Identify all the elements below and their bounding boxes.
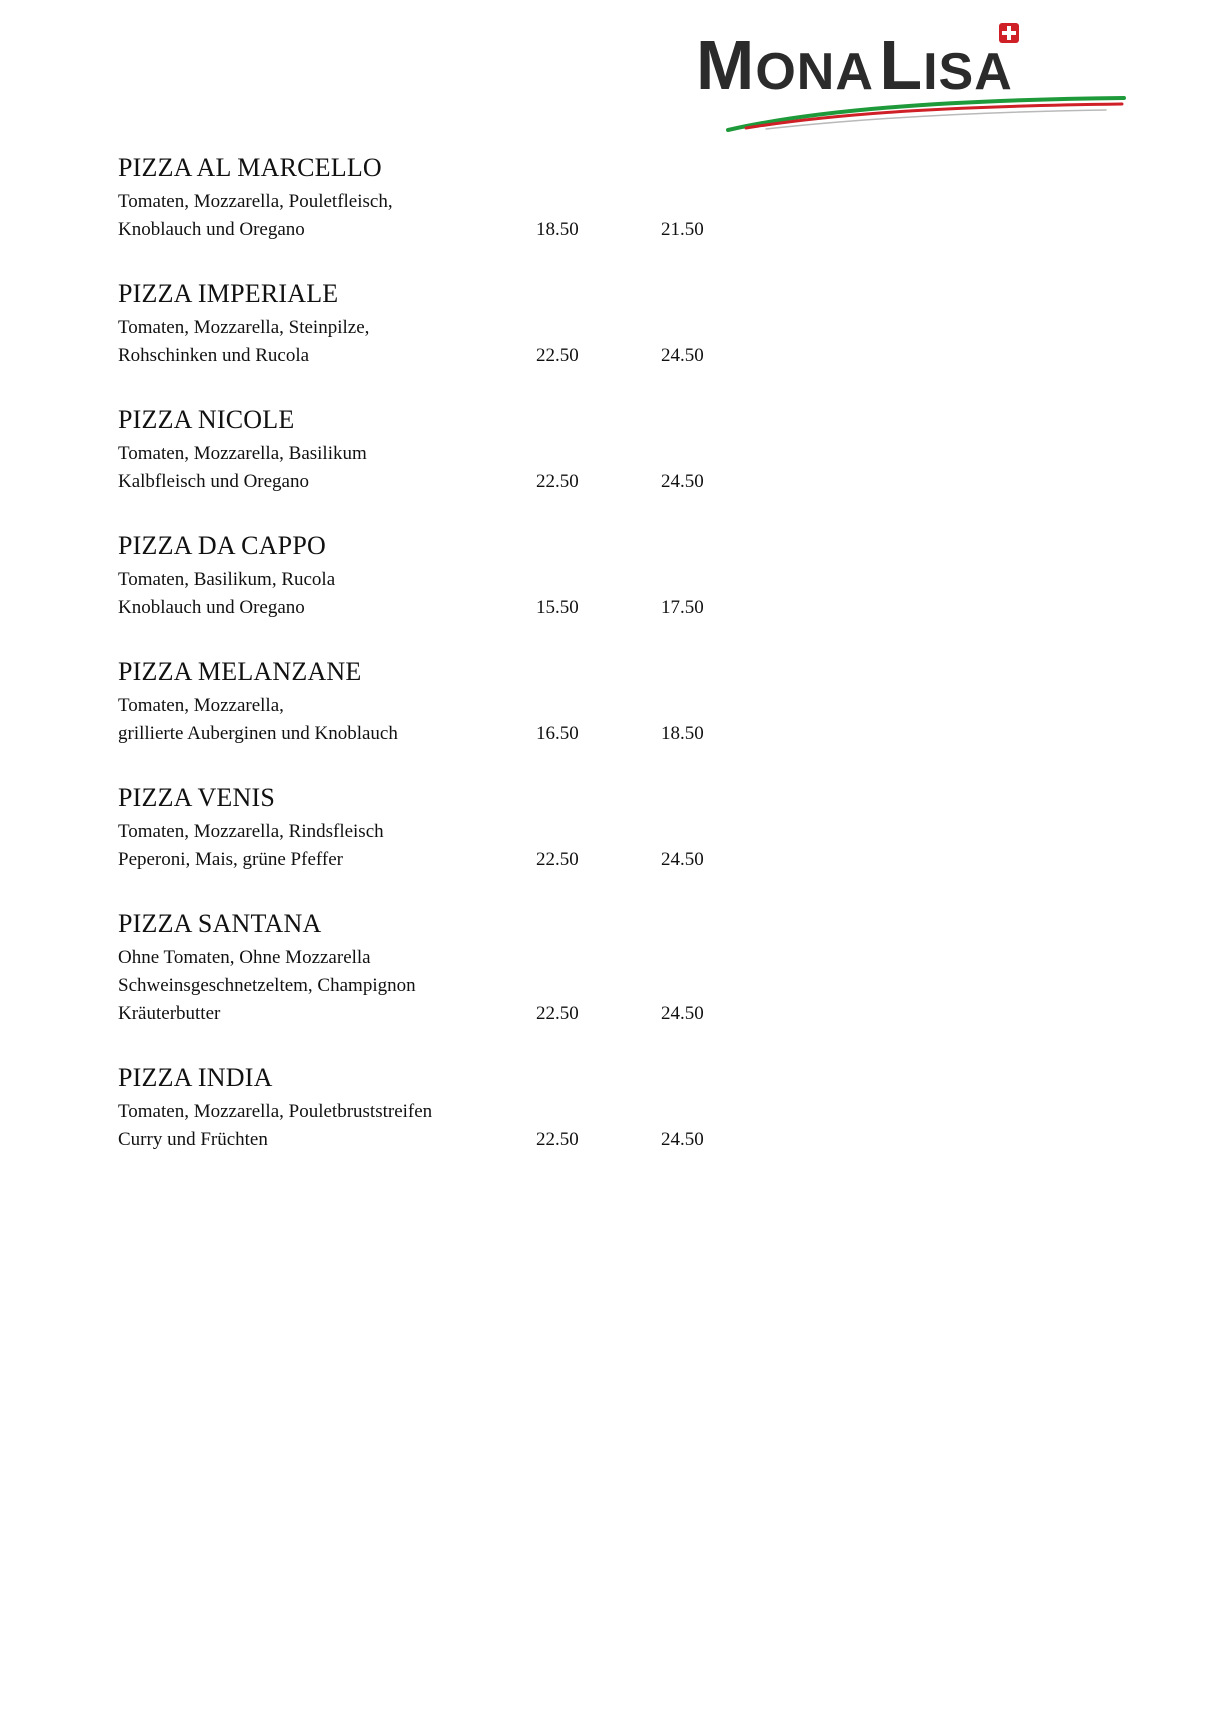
item-description: Tomaten, Mozzarella, [118, 695, 284, 716]
item-name: PIZZA INDIA [118, 1063, 273, 1092]
menu-item [118, 908, 818, 1028]
item-description-last [118, 594, 818, 622]
item-description: Ohne Tomaten, Ohne Mozzarella [118, 947, 371, 968]
item-description-text: Knoblauch und Oregano [118, 219, 305, 240]
item-description-last [118, 846, 818, 874]
item-description: Tomaten, Basilikum, Rucola [118, 569, 336, 590]
menu-item [118, 656, 818, 748]
item-description: Tomaten, Mozzarella, Steinpilze, [118, 317, 370, 338]
logo-initial-m: M [696, 26, 756, 104]
price-large: 24.50 [661, 849, 704, 870]
item-name: PIZZA AL MARCELLO [118, 153, 382, 182]
item-description-text: grillierte Auberginen und Knoblauch [118, 723, 398, 744]
item-description-text: Peperoni, Mais, grüne Pfeffer [118, 849, 343, 870]
item-description-text: Knoblauch und Oregano [118, 597, 305, 618]
price-small: 22.50 [536, 471, 579, 492]
logo [696, 20, 1126, 132]
item-description-last [118, 216, 818, 244]
price-large: 24.50 [661, 1003, 704, 1024]
item-name: PIZZA DA CAPPO [118, 531, 326, 560]
item-name: PIZZA NICOLE [118, 405, 295, 434]
logo-text-isa: ISA [923, 43, 1013, 101]
price-small: 15.50 [536, 597, 579, 618]
item-description-last [118, 1000, 818, 1028]
price-large: 24.50 [661, 471, 704, 492]
item-name: PIZZA MELANZANE [118, 657, 362, 686]
item-description-last [118, 468, 818, 496]
item-description-text: Kalbfleisch und Oregano [118, 471, 309, 492]
item-description: Schweinsgeschnetzeltem, Champignon [118, 975, 416, 996]
price-small: 22.50 [536, 1129, 579, 1150]
price-small: 22.50 [536, 1003, 579, 1024]
logo-text-ona: ONA [755, 43, 874, 101]
price-small: 22.50 [536, 345, 579, 366]
item-description-last [118, 342, 818, 370]
menu-item [118, 530, 818, 622]
item-name: PIZZA IMPERIALE [118, 279, 339, 308]
item-description-text: Curry und Früchten [118, 1129, 268, 1150]
item-name: PIZZA VENIS [118, 783, 276, 812]
price-small: 22.50 [536, 849, 579, 870]
menu-item [118, 278, 818, 370]
logo-initial-l: L [879, 26, 924, 104]
price-large: 18.50 [661, 723, 704, 744]
item-description-text: Rohschinken und Rucola [118, 345, 310, 366]
item-description: Tomaten, Mozzarella, Pouletbruststreifen [118, 1101, 433, 1122]
item-description: Tomaten, Mozzarella, Rindsfleisch [118, 821, 384, 842]
pizza-menu [118, 152, 818, 1188]
item-description-last [118, 720, 818, 748]
menu-item [118, 1062, 818, 1154]
menu-item [118, 782, 818, 874]
price-large: 24.50 [661, 1129, 704, 1150]
price-large: 21.50 [661, 219, 704, 240]
menu-item [118, 404, 818, 496]
price-large: 17.50 [661, 597, 704, 618]
item-name: PIZZA SANTANA [118, 909, 322, 938]
price-small: 18.50 [536, 219, 579, 240]
item-description: Tomaten, Mozzarella, Pouletfleisch, [118, 191, 393, 212]
item-description-last [118, 1126, 818, 1154]
price-large: 24.50 [661, 345, 704, 366]
menu-item [118, 152, 818, 244]
item-description-text: Kräuterbutter [118, 1003, 221, 1024]
price-small: 16.50 [536, 723, 579, 744]
item-description: Tomaten, Mozzarella, Basilikum [118, 443, 367, 464]
swiss-cross-icon [998, 22, 1020, 44]
logo-swoosh [726, 92, 1126, 132]
logo-wordmark [696, 26, 1013, 104]
